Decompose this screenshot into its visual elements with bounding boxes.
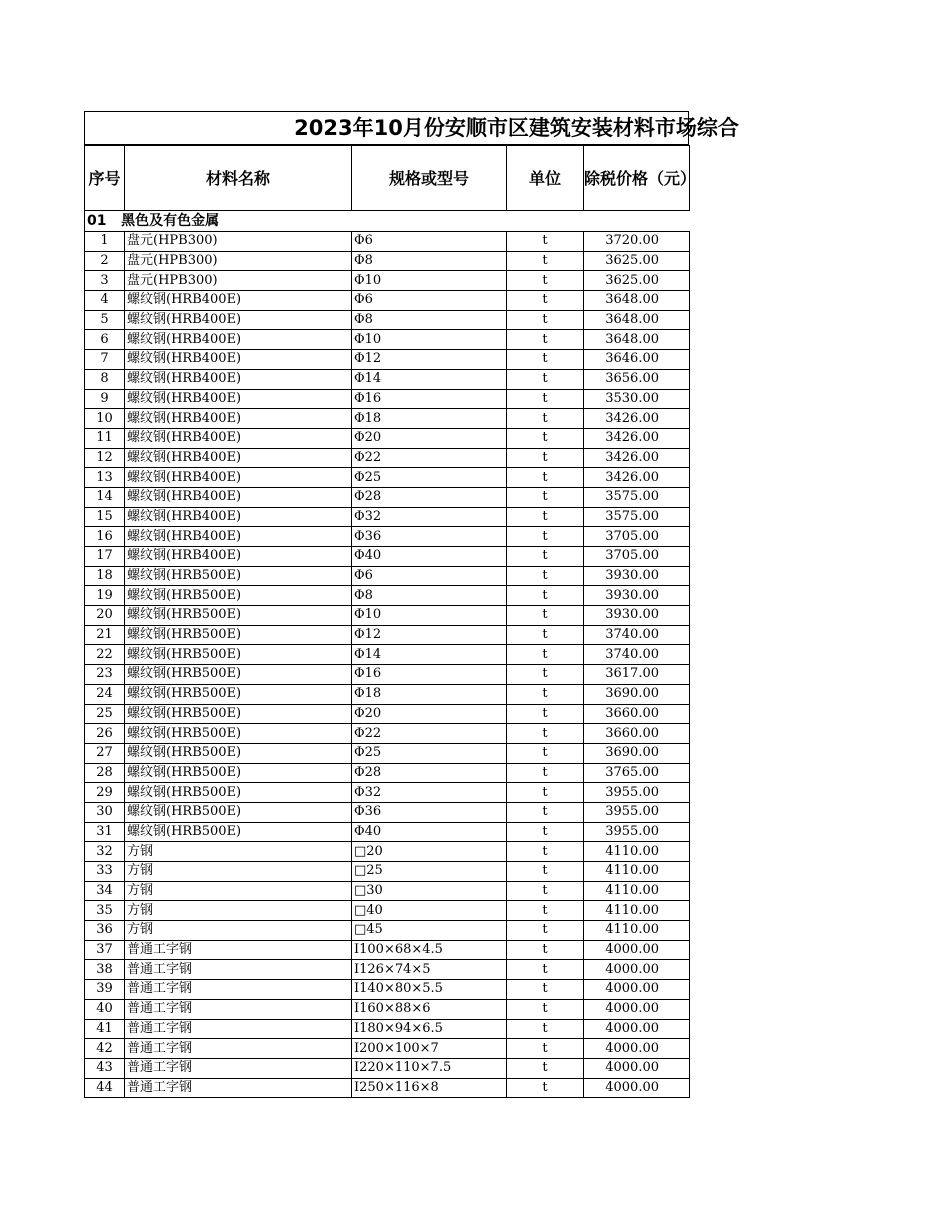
row-price: 3625.00 <box>584 271 690 291</box>
row-unit: t <box>507 251 584 271</box>
row-unit: t <box>507 684 584 704</box>
row-unit: t <box>507 645 584 665</box>
row-name: 螺纹钢(HRB500E) <box>125 743 352 763</box>
row-seq: 41 <box>85 1019 125 1039</box>
row-name: 方钢 <box>125 862 352 882</box>
row-price: 3426.00 <box>584 448 690 468</box>
row-spec: □40 <box>352 901 507 921</box>
row-unit: t <box>507 625 584 645</box>
table-row <box>85 428 690 448</box>
row-price: 4000.00 <box>584 1039 690 1059</box>
row-price: 3955.00 <box>584 802 690 822</box>
row-seq: 31 <box>85 822 125 842</box>
section-row <box>85 211 690 232</box>
row-unit: t <box>507 547 584 567</box>
row-price: 3426.00 <box>584 468 690 488</box>
row-spec: Φ25 <box>352 743 507 763</box>
row-spec: Φ18 <box>352 409 507 429</box>
row-name: 螺纹钢(HRB500E) <box>125 684 352 704</box>
row-unit: t <box>507 232 584 252</box>
row-seq: 39 <box>85 980 125 1000</box>
row-name: 普通工字钢 <box>125 999 352 1019</box>
row-unit: t <box>507 507 584 527</box>
row-spec: Φ12 <box>352 350 507 370</box>
header-price: 除税价格（元） <box>584 146 690 211</box>
table-row <box>85 940 690 960</box>
row-spec: I100×68×4.5 <box>352 940 507 960</box>
row-seq: 4 <box>85 291 125 311</box>
row-seq: 6 <box>85 330 125 350</box>
row-seq: 20 <box>85 606 125 626</box>
table-row <box>85 1058 690 1078</box>
table-row <box>85 802 690 822</box>
row-name: 盘元(HPB300) <box>125 251 352 271</box>
row-spec: Φ22 <box>352 724 507 744</box>
row-name: 螺纹钢(HRB400E) <box>125 487 352 507</box>
row-unit: t <box>507 310 584 330</box>
row-seq: 32 <box>85 842 125 862</box>
row-name: 方钢 <box>125 881 352 901</box>
table-row <box>85 901 690 921</box>
row-price: 3740.00 <box>584 625 690 645</box>
row-spec: □30 <box>352 881 507 901</box>
table-row <box>85 291 690 311</box>
row-name: 螺纹钢(HRB400E) <box>125 507 352 527</box>
row-name: 螺纹钢(HRB400E) <box>125 409 352 429</box>
row-spec: Φ32 <box>352 507 507 527</box>
row-unit: t <box>507 586 584 606</box>
row-name: 方钢 <box>125 842 352 862</box>
row-unit: t <box>507 901 584 921</box>
table-row <box>85 960 690 980</box>
row-name: 螺纹钢(HRB500E) <box>125 802 352 822</box>
row-unit: t <box>507 999 584 1019</box>
row-seq: 21 <box>85 625 125 645</box>
row-seq: 29 <box>85 783 125 803</box>
table-row <box>85 921 690 941</box>
row-spec: Φ28 <box>352 487 507 507</box>
row-price: 3930.00 <box>584 606 690 626</box>
row-price: 3648.00 <box>584 310 690 330</box>
row-price: 4000.00 <box>584 960 690 980</box>
row-name: 螺纹钢(HRB500E) <box>125 566 352 586</box>
row-spec: Φ22 <box>352 448 507 468</box>
row-spec: Φ12 <box>352 625 507 645</box>
row-name: 普通工字钢 <box>125 1039 352 1059</box>
row-name: 螺纹钢(HRB400E) <box>125 527 352 547</box>
row-name: 螺纹钢(HRB400E) <box>125 291 352 311</box>
row-seq: 26 <box>85 724 125 744</box>
table-row <box>85 1039 690 1059</box>
table-row <box>85 684 690 704</box>
row-unit: t <box>507 665 584 685</box>
row-unit: t <box>507 330 584 350</box>
row-seq: 2 <box>85 251 125 271</box>
header-row <box>85 146 690 211</box>
table-row <box>85 232 690 252</box>
row-name: 普通工字钢 <box>125 1019 352 1039</box>
row-name: 螺纹钢(HRB400E) <box>125 389 352 409</box>
row-seq: 25 <box>85 704 125 724</box>
row-seq: 22 <box>85 645 125 665</box>
row-price: 4110.00 <box>584 921 690 941</box>
row-price: 4000.00 <box>584 1058 690 1078</box>
row-price: 3426.00 <box>584 428 690 448</box>
row-unit: t <box>507 822 584 842</box>
row-unit: t <box>507 921 584 941</box>
row-spec: Φ25 <box>352 468 507 488</box>
header-unit: 单位 <box>507 146 584 211</box>
row-seq: 11 <box>85 428 125 448</box>
table-row <box>85 566 690 586</box>
row-spec: Φ6 <box>352 566 507 586</box>
row-unit: t <box>507 291 584 311</box>
row-name: 螺纹钢(HRB500E) <box>125 586 352 606</box>
row-spec: Φ20 <box>352 428 507 448</box>
row-unit: t <box>507 527 584 547</box>
row-spec: Φ8 <box>352 586 507 606</box>
row-seq: 23 <box>85 665 125 685</box>
row-unit: t <box>507 783 584 803</box>
row-price: 3690.00 <box>584 684 690 704</box>
row-price: 3705.00 <box>584 547 690 567</box>
table-row <box>85 350 690 370</box>
row-seq: 40 <box>85 999 125 1019</box>
row-name: 螺纹钢(HRB500E) <box>125 724 352 744</box>
row-spec: I200×100×7 <box>352 1039 507 1059</box>
row-spec: I140×80×5.5 <box>352 980 507 1000</box>
table-row <box>85 527 690 547</box>
row-spec: Φ10 <box>352 606 507 626</box>
table-row <box>85 980 690 1000</box>
row-spec: I180×94×6.5 <box>352 1019 507 1039</box>
table-row <box>85 251 690 271</box>
price-table <box>84 145 697 1098</box>
sheet-title: 2023年10月份安顺市区建筑安装材料市场综合 <box>294 116 739 140</box>
row-name: 普通工字钢 <box>125 1058 352 1078</box>
row-unit: t <box>507 724 584 744</box>
row-seq: 13 <box>85 468 125 488</box>
row-price: 4110.00 <box>584 881 690 901</box>
table-row <box>85 724 690 744</box>
row-unit: t <box>507 802 584 822</box>
table-row <box>85 487 690 507</box>
row-price: 3705.00 <box>584 527 690 547</box>
row-seq: 9 <box>85 389 125 409</box>
row-spec: Φ16 <box>352 389 507 409</box>
row-seq: 17 <box>85 547 125 567</box>
table-row <box>85 1078 690 1098</box>
row-unit: t <box>507 448 584 468</box>
table-row <box>85 625 690 645</box>
row-name: 方钢 <box>125 901 352 921</box>
row-price: 3930.00 <box>584 586 690 606</box>
row-spec: Φ20 <box>352 704 507 724</box>
row-seq: 5 <box>85 310 125 330</box>
row-unit: t <box>507 487 584 507</box>
title-row <box>84 111 739 145</box>
row-spec: Φ10 <box>352 271 507 291</box>
row-spec: Φ36 <box>352 527 507 547</box>
row-unit: t <box>507 350 584 370</box>
row-spec: Φ32 <box>352 783 507 803</box>
table-row <box>85 330 690 350</box>
row-name: 螺纹钢(HRB500E) <box>125 665 352 685</box>
row-name: 普通工字钢 <box>125 980 352 1000</box>
row-unit: t <box>507 704 584 724</box>
row-seq: 44 <box>85 1078 125 1098</box>
row-spec: Φ16 <box>352 665 507 685</box>
row-spec: Φ14 <box>352 645 507 665</box>
table-row <box>85 881 690 901</box>
table-row <box>85 389 690 409</box>
row-price: 3660.00 <box>584 724 690 744</box>
row-seq: 3 <box>85 271 125 291</box>
table-row <box>85 606 690 626</box>
table-row <box>85 645 690 665</box>
row-seq: 7 <box>85 350 125 370</box>
row-price: 3617.00 <box>584 665 690 685</box>
row-price: 3656.00 <box>584 369 690 389</box>
row-price: 4000.00 <box>584 980 690 1000</box>
row-name: 螺纹钢(HRB400E) <box>125 330 352 350</box>
row-name: 普通工字钢 <box>125 960 352 980</box>
row-price: 3625.00 <box>584 251 690 271</box>
row-unit: t <box>507 1039 584 1059</box>
row-seq: 14 <box>85 487 125 507</box>
row-spec: Φ14 <box>352 369 507 389</box>
row-unit: t <box>507 409 584 429</box>
row-price: 4000.00 <box>584 999 690 1019</box>
row-name: 螺纹钢(HRB400E) <box>125 369 352 389</box>
row-name: 普通工字钢 <box>125 940 352 960</box>
row-seq: 37 <box>85 940 125 960</box>
row-price: 4000.00 <box>584 940 690 960</box>
table-row <box>85 310 690 330</box>
row-seq: 8 <box>85 369 125 389</box>
table-row <box>85 369 690 389</box>
row-price: 3530.00 <box>584 389 690 409</box>
row-price: 3955.00 <box>584 783 690 803</box>
row-unit: t <box>507 1078 584 1098</box>
table-row <box>85 507 690 527</box>
row-name: 螺纹钢(HRB500E) <box>125 822 352 842</box>
row-spec: Φ36 <box>352 802 507 822</box>
row-price: 3955.00 <box>584 822 690 842</box>
row-name: 盘元(HPB300) <box>125 271 352 291</box>
row-seq: 28 <box>85 763 125 783</box>
row-price: 3660.00 <box>584 704 690 724</box>
row-name: 螺纹钢(HRB500E) <box>125 625 352 645</box>
row-price: 4000.00 <box>584 1078 690 1098</box>
table-row <box>85 1019 690 1039</box>
row-price: 3646.00 <box>584 350 690 370</box>
row-spec: Φ10 <box>352 330 507 350</box>
row-name: 螺纹钢(HRB400E) <box>125 547 352 567</box>
row-seq: 33 <box>85 862 125 882</box>
row-seq: 30 <box>85 802 125 822</box>
row-price: 3648.00 <box>584 291 690 311</box>
table-row <box>85 999 690 1019</box>
row-seq: 16 <box>85 527 125 547</box>
row-seq: 1 <box>85 232 125 252</box>
row-price: 4110.00 <box>584 862 690 882</box>
row-unit: t <box>507 881 584 901</box>
row-spec: Φ28 <box>352 763 507 783</box>
row-unit: t <box>507 743 584 763</box>
price-sheet <box>84 111 739 1098</box>
row-seq: 38 <box>85 960 125 980</box>
table-row <box>85 862 690 882</box>
row-spec: Φ8 <box>352 251 507 271</box>
row-spec: I250×116×8 <box>352 1078 507 1098</box>
row-price: 3930.00 <box>584 566 690 586</box>
row-unit: t <box>507 369 584 389</box>
row-spec: I220×110×7.5 <box>352 1058 507 1078</box>
row-seq: 12 <box>85 448 125 468</box>
row-spec: □45 <box>352 921 507 941</box>
row-spec: Φ40 <box>352 822 507 842</box>
row-price: 3648.00 <box>584 330 690 350</box>
row-price: 3426.00 <box>584 409 690 429</box>
row-price: 3575.00 <box>584 507 690 527</box>
row-spec: Φ6 <box>352 232 507 252</box>
row-price: 3575.00 <box>584 487 690 507</box>
row-name: 盘元(HPB300) <box>125 232 352 252</box>
row-price: 4110.00 <box>584 901 690 921</box>
row-unit: t <box>507 1058 584 1078</box>
table-row <box>85 665 690 685</box>
row-unit: t <box>507 862 584 882</box>
row-unit: t <box>507 940 584 960</box>
row-unit: t <box>507 606 584 626</box>
table-row <box>85 468 690 488</box>
row-name: 螺纹钢(HRB500E) <box>125 606 352 626</box>
table-row <box>85 586 690 606</box>
section-label: 黑色及有色金属 <box>121 213 220 229</box>
row-name: 螺纹钢(HRB500E) <box>125 763 352 783</box>
row-name: 方钢 <box>125 921 352 941</box>
row-spec: I160×88×6 <box>352 999 507 1019</box>
row-seq: 42 <box>85 1039 125 1059</box>
row-seq: 36 <box>85 921 125 941</box>
row-unit: t <box>507 960 584 980</box>
table-row <box>85 743 690 763</box>
row-seq: 15 <box>85 507 125 527</box>
row-seq: 27 <box>85 743 125 763</box>
row-spec: Φ18 <box>352 684 507 704</box>
table-row <box>85 271 690 291</box>
row-seq: 43 <box>85 1058 125 1078</box>
row-spec: I126×74×5 <box>352 960 507 980</box>
row-seq: 34 <box>85 881 125 901</box>
table-row <box>85 704 690 724</box>
row-seq: 18 <box>85 566 125 586</box>
row-name: 螺纹钢(HRB400E) <box>125 468 352 488</box>
row-spec: Φ8 <box>352 310 507 330</box>
row-price: 3690.00 <box>584 743 690 763</box>
row-price: 3740.00 <box>584 645 690 665</box>
section-code: 01 <box>87 213 107 229</box>
row-name: 螺纹钢(HRB400E) <box>125 310 352 330</box>
table-row <box>85 842 690 862</box>
row-name: 螺纹钢(HRB500E) <box>125 645 352 665</box>
row-unit: t <box>507 271 584 291</box>
row-seq: 10 <box>85 409 125 429</box>
row-unit: t <box>507 980 584 1000</box>
header-name: 材料名称 <box>125 146 352 211</box>
row-seq: 24 <box>85 684 125 704</box>
table-row <box>85 822 690 842</box>
row-name: 螺纹钢(HRB500E) <box>125 704 352 724</box>
row-seq: 35 <box>85 901 125 921</box>
row-unit: t <box>507 468 584 488</box>
table-row <box>85 547 690 567</box>
row-spec: □25 <box>352 862 507 882</box>
row-price: 3720.00 <box>584 232 690 252</box>
table-row <box>85 763 690 783</box>
row-name: 螺纹钢(HRB500E) <box>125 783 352 803</box>
row-name: 普通工字钢 <box>125 1078 352 1098</box>
row-seq: 19 <box>85 586 125 606</box>
row-unit: t <box>507 763 584 783</box>
row-price: 3765.00 <box>584 763 690 783</box>
row-spec: Φ6 <box>352 291 507 311</box>
header-spec: 规格或型号 <box>352 146 507 211</box>
row-price: 4000.00 <box>584 1019 690 1039</box>
table-row <box>85 448 690 468</box>
table-row <box>85 409 690 429</box>
row-name: 螺纹钢(HRB400E) <box>125 350 352 370</box>
header-seq: 序号 <box>85 146 125 211</box>
row-unit: t <box>507 566 584 586</box>
row-name: 螺纹钢(HRB400E) <box>125 428 352 448</box>
row-unit: t <box>507 842 584 862</box>
row-unit: t <box>507 428 584 448</box>
row-unit: t <box>507 1019 584 1039</box>
row-unit: t <box>507 389 584 409</box>
row-spec: □20 <box>352 842 507 862</box>
row-price: 4110.00 <box>584 842 690 862</box>
table-row <box>85 783 690 803</box>
row-spec: Φ40 <box>352 547 507 567</box>
row-name: 螺纹钢(HRB400E) <box>125 448 352 468</box>
